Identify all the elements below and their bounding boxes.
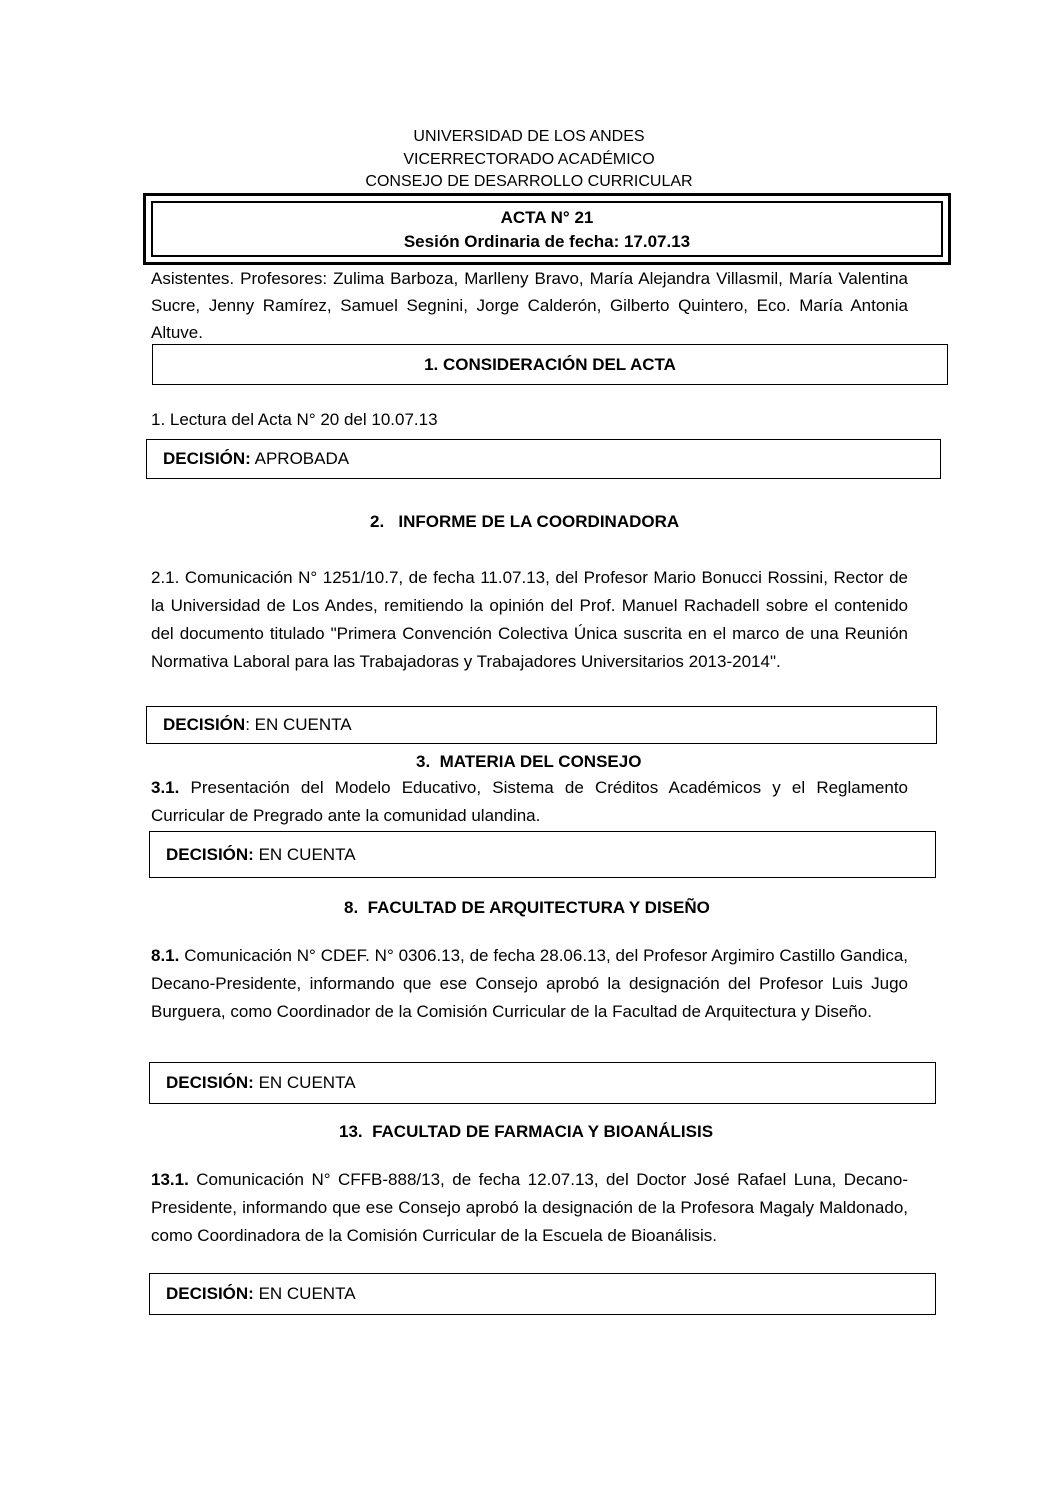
decision-label: DECISIÓN:	[166, 1284, 254, 1303]
section13-paragraph	[151, 1166, 908, 1250]
section1-title: 1. CONSIDERACIÓN DEL ACTA	[424, 355, 676, 374]
decision-label: DECISIÓN	[163, 715, 246, 734]
section1-title-box	[152, 344, 948, 385]
acta-number: ACTA N° 21	[500, 208, 594, 227]
decision-label: DECISIÓN:	[166, 844, 254, 864]
consejo-name: CONSEJO DE DESARROLLO CURRICULAR	[365, 173, 693, 190]
section2-decision-box	[146, 706, 937, 744]
section8-text: Comunicación N° CDEF. N° 0306.13, de fecha 28.06.13, del Profesor Argimiro Castillo Gandica, Decano-Presidente, informando que ese Consejo aprobó la designación del Profesor Luis Jugo Burguera, como Coordinador de la Comisión Curricular de la Facultad de Arquitectura y Diseño.	[151, 946, 908, 1021]
section13-title: 13. FACULTAD DE FARMACIA Y BIOANÁLISIS	[339, 1122, 714, 1141]
section3-decision-box	[149, 831, 936, 878]
acta-title-box	[143, 193, 951, 265]
section1-decision-box	[146, 439, 941, 479]
section8-decision-box	[149, 1062, 936, 1104]
decision-value: EN CUENTA	[253, 844, 356, 864]
section3-text: Presentación del Modelo Educativo, Sistema de Créditos Académicos y el Reglamento Curricular de Pregrado ante la comunidad ulandina.	[151, 778, 908, 825]
decision-value: : EN CUENTA	[245, 715, 352, 734]
section1-item: 1. Lectura del Acta N° 20 del 10.07.13	[151, 410, 438, 429]
item-number: 8.1.	[151, 946, 180, 965]
item-number: 3.1.	[151, 778, 180, 797]
attendees-paragraph: Asistentes. Profesores: Zulima Barboza, Marlleny Bravo, María Alejandra Villasmil, María Valentina Sucre, Jenny Ramírez, Samuel Segnini, Jorge Calderón, Gilberto Quintero, Eco. María Antonia Altuve.	[151, 269, 908, 342]
decision-label: DECISIÓN:	[163, 449, 251, 468]
section8-paragraph	[151, 942, 908, 1026]
section3-title: 3. MATERIA DEL CONSEJO	[416, 752, 642, 771]
decision-value: EN CUENTA	[253, 1284, 356, 1303]
section13-decision-box	[149, 1273, 936, 1315]
university-name: UNIVERSIDAD DE LOS ANDES	[413, 128, 645, 145]
vicerrectorado: VICERRECTORADO ACADÉMICO	[403, 151, 655, 168]
section13-text: Comunicación N° CFFB-888/13, de fecha 12.07.13, del Doctor José Rafael Luna, Decano-Presidente, informando que ese Consejo aprobó la designación de la Profesora Magaly Maldonado, como Coordinadora de la Comisión Curricular de la Escuela de Bioanálisis.	[151, 1170, 908, 1245]
decision-label: DECISIÓN:	[166, 1073, 254, 1092]
acta-session-date: Sesión Ordinaria de fecha: 17.07.13	[403, 232, 691, 251]
section2-title: 2. INFORME DE LA COORDINADORA	[370, 512, 680, 531]
decision-value: APROBADA	[250, 449, 350, 468]
section2-text: 2.1. Comunicación N° 1251/10.7, de fecha 11.07.13, del Profesor Mario Bonucci Rossini, Rector de la Universidad de Los Andes, remitiendo la opinión del Prof. Manuel Rachadell sobre el contenido del documento titulado "Primera Convención Colectiva Única suscrita en el marco de una Reunión Normativa Laboral para las Trabajadoras y Trabajadores Universitarios 2013-2014".	[151, 568, 908, 671]
section8-title: 8. FACULTAD DE ARQUITECTURA Y DISEÑO	[344, 898, 710, 917]
section3-paragraph	[151, 774, 908, 830]
decision-value: EN CUENTA	[253, 1073, 356, 1092]
item-number: 13.1.	[151, 1170, 189, 1189]
